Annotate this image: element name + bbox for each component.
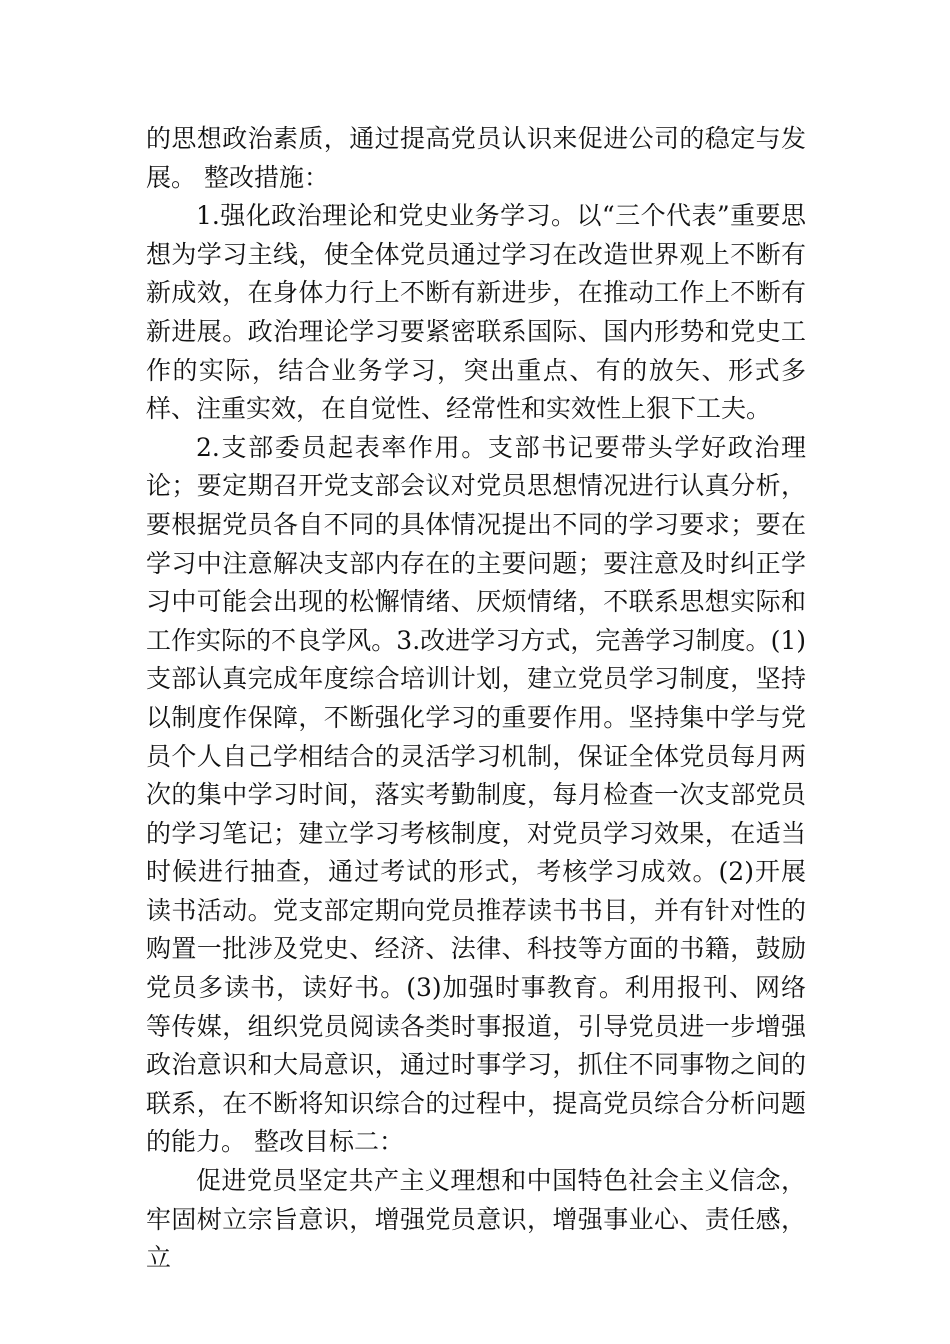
document-body (146, 120, 806, 1278)
paragraph-measure-2: 2.支部委员起表率作用。支部书记要带头学好政治理论；要定期召开党支部会议对党员思想情况进行认真分析，要根据党员各自不同的具体情况提出不同的学习要求；要在学习中注意解决支部内存在的主要问题；要注意及时纠正学习中可能会出现的松懈情绪、厌烦情绪，不联系思想实际和工作实际的不良学风。3.改进学习方式，完善学习制度。(1)支部认真完成年度综合培训计划，建立党员学习制度，坚持以制度作保障，不断强化学习的重要作用。坚持集中学与党员个人自己学相结合的灵活学习机制，保证全体党员每月两次的集中学习时间，落实考勤制度，每月检查一次支部党员的学习笔记；建立学习考核制度，对党员学习效果，在适当时候进行抽查，通过考试的形式，考核学习成效。(2)开展读书活动。党支部定期向党员推荐读书书目，并有针对性的购置一批涉及党史、经济、法律、科技等方面的书籍，鼓励党员多读书，读好书。(3)加强时事教育。利用报刊、网络等传媒，组织党员阅读各类时事报道，引导党员进一步增强政治意识和大局意识，通过时事学习，抓住不同事物之间的联系，在不断将知识综合的过程中，提高党员综合分析问题的能力。 整改目标二： (146, 432, 806, 1157)
paragraph-continuation: 的思想政治素质，通过提高党员认识来促进公司的稳定与发展。 整改措施： (146, 124, 806, 192)
paragraph-goal-2: 促进党员坚定共产主义理想和中国特色社会主义信念，牢固树立宗旨意识，增强党员意识，增强事业心、责任感，立 (146, 1166, 806, 1273)
paragraph-measure-1: 1.强化政治理论和党史业务学习。以“三个代表”重要思想为学习主线，使全体党员通过学习在改造世界观上不断有新成效，在身体力行上不断有新进步，在推动工作上不断有新进展。政治理论学习要紧密联系国际、国内形势和党史工作的实际，结合业务学习，突出重点、有的放矢、形式多样、注重实效，在自觉性、经常性和实效性上狠下工夫。 (146, 201, 806, 424)
